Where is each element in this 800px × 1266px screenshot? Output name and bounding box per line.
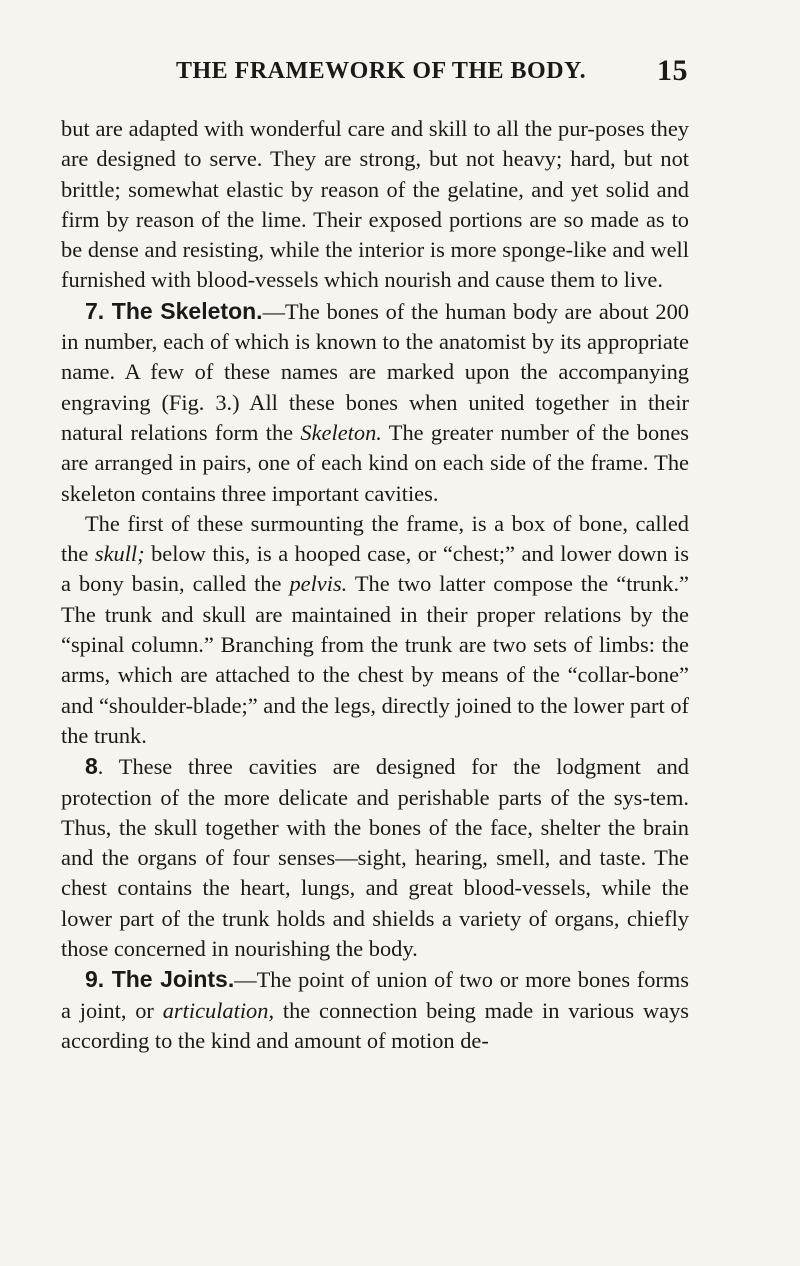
paragraph-3-text-c: The two latter compose the “trunk.” The trunk and skull are maintained in their proper relations by the “spinal column.” Branching from the trunk are two sets of limbs: the arms, which are attached to the chest by means of the “collar-bone” and “shoulder-blade;” and the legs, directly joined to the lower part of the trunk.	[61, 571, 689, 748]
paragraph-3-italic-pelvis: pelvis.	[289, 571, 348, 597]
section-8-number: 8	[85, 753, 98, 780]
paragraph-3-text-a: The first of these surmounting the frame, is a box of bone, called the	[61, 510, 689, 567]
section-7-number: 7.	[85, 297, 112, 324]
paragraph-2-text-a: —The bones of the human body are about 200 in number, each of which is known to the anatomist by its appropriate name. A few of these names are marked upon the accompanying engraving (Fig. 3.) All these bones when united together in their natural relations form the	[61, 298, 689, 445]
paragraph-5	[61, 964, 689, 1056]
paragraph-5-text-a: —The point of union of two or more bones forms a joint, or	[61, 967, 689, 1023]
paragraph-4-text: . These three cavities are designed for the lodgment and protection of the more delicate and perishable parts of the sys-tem. Thus, the skull together with the bones of the face, shelter the brain and the organs of four senses—sight, hearing, smell, and taste. The chest contains the heart, lungs, and great blood-vessels, while the lower part of the trunk holds and shields a variety of organs, chiefly those concerned in nourishing the body.	[61, 754, 689, 962]
paragraph-2-text-b: The greater number of the bones are arranged in pairs, one of each kind on each side of the frame. The skeleton contains three important cavities.	[61, 419, 689, 506]
paragraph-3-text-b: below this, is a hooped case, or “chest;” and lower down is a bony basin, called the	[61, 541, 689, 597]
running-head	[176, 54, 688, 94]
page-number: 15	[657, 54, 688, 87]
running-head-title: THE FRAMEWORK OF THE BODY.	[176, 58, 587, 84]
body-text	[61, 114, 689, 1056]
paragraph-1	[61, 114, 689, 296]
section-9-number: 9.	[85, 966, 112, 993]
paragraph-5-text-b: the connection being made in various ways according to the kind and amount of motion de-	[61, 997, 689, 1053]
paragraph-5-italic-articulation: articulation,	[162, 997, 275, 1023]
paragraph-2-italic-skeleton: Skeleton.	[300, 419, 382, 445]
section-7-heading: The Skeleton.	[111, 297, 263, 324]
paragraph-1-text: but are adapted with wonderful care and skill to all the pur-poses they are designed to serve. They are strong, but not heavy; hard, but not brittle; somewhat elastic by reason of the gelatine, and yet solid and firm by reason of the lime. Their exposed portions are so made as to be dense and resisting, while the interior is more sponge-like and well furnished with blood-vessels which nourish and cause them to live.	[61, 116, 689, 293]
paragraph-4	[61, 751, 689, 964]
paragraph-2	[61, 296, 689, 509]
section-9-heading: The Joints.	[111, 966, 235, 993]
paragraph-3-italic-skull: skull;	[94, 541, 145, 567]
paragraph-3	[61, 509, 689, 751]
